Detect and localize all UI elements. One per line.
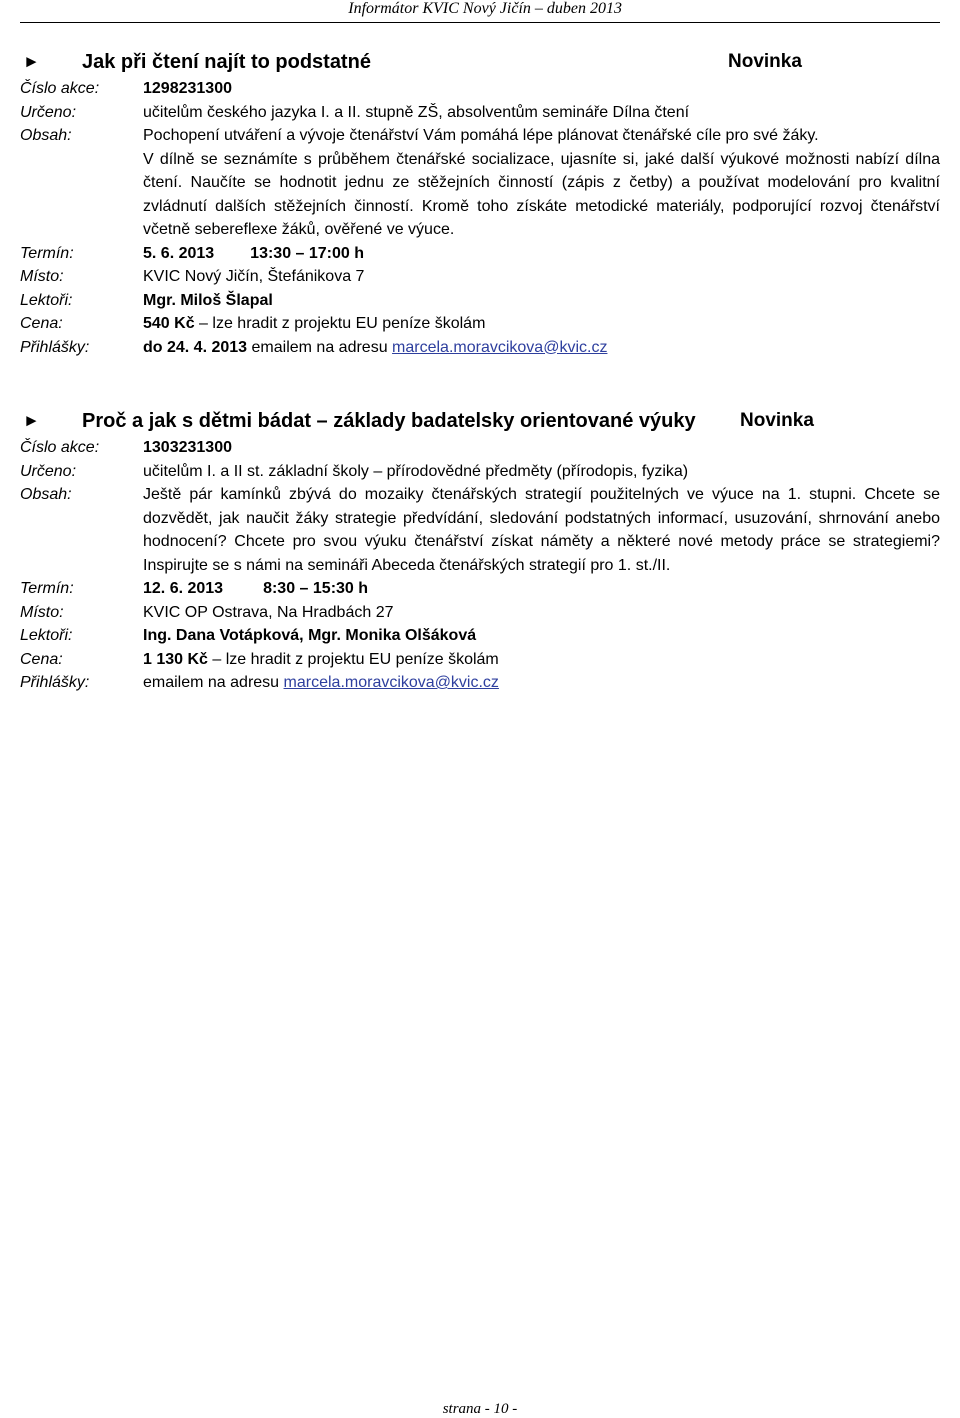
page-header	[20, 0, 940, 23]
row-cislo-akce	[20, 436, 940, 460]
row-lektori	[20, 289, 940, 313]
row-urceno	[20, 101, 940, 125]
value-misto: KVIC OP Ostrava, Na Hradbách 27	[143, 603, 394, 621]
course-title-row	[20, 406, 940, 436]
label-urceno: Určeno:	[20, 462, 77, 480]
value-termin	[143, 242, 940, 266]
value-urceno: učitelům I. a II st. základní školy – přírodovědné předměty (přírodopis, fyzika)	[143, 462, 689, 480]
row-misto	[20, 265, 940, 289]
row-prihlasky	[20, 671, 940, 695]
value-cena	[143, 648, 940, 672]
arrow-bullet-icon: ►	[23, 52, 40, 71]
row-termin	[20, 242, 940, 266]
value-lektori: Ing. Dana Votápková, Mgr. Monika Olšáková	[143, 627, 477, 644]
value-cena	[143, 312, 940, 336]
label-cena: Cena:	[20, 315, 63, 332]
value-cislo-akce: 1298231300	[143, 80, 232, 97]
label-cena: Cena:	[20, 650, 63, 668]
row-obsah	[20, 483, 940, 577]
page-footer	[0, 1400, 960, 1418]
course-title-row	[20, 47, 940, 77]
course-title: Jak při čtení najít to podstatné	[82, 51, 371, 73]
cena-note: – lze hradit z projektu EU peníze školám	[199, 315, 486, 332]
label-termin: Termín:	[20, 244, 74, 262]
course-2	[20, 406, 940, 695]
value-obsah-line-1: Pochopení utváření a vývoje čtenářství Vám pomáhá lépe plánovat čtenářské cíle pro své žáky.	[143, 127, 819, 144]
label-cislo-akce: Číslo akce:	[20, 439, 100, 456]
novinka-badge: Novinka	[740, 410, 814, 431]
value-prihlasky	[143, 671, 940, 695]
label-misto: Místo:	[20, 603, 64, 621]
row-misto	[20, 601, 940, 625]
email-link[interactable]: marcela.moravcikova@kvic.cz	[392, 338, 608, 356]
value-obsah-paragraph: V dílně se seznámíte s průběhem čtenářské socializace, ujasníte si, jaké další výukové možnosti nabízí dílna čtení. Naučíte se hodnotit jednu ze stěžejních činností (zápis z četby) a používat modelování pro kvalitní zvládnutí dalších stěžejních činností. Kromě toho získáte metodické materiály, podporující rozvoj čtenářství včetně sebereflexe žáků, ověřené ve výuce.	[143, 150, 940, 238]
arrow-bullet-icon: ►	[23, 411, 40, 430]
label-lektori: Lektoři:	[20, 291, 73, 309]
label-prihlasky: Přihlášky:	[20, 674, 90, 691]
row-cislo-akce	[20, 77, 940, 101]
row-cena	[20, 312, 940, 336]
value-cislo-akce: 1303231300	[143, 439, 232, 456]
label-cislo-akce: Číslo akce:	[20, 80, 100, 97]
termin-date: 12. 6. 2013	[143, 580, 224, 597]
course-title: Proč a jak s dětmi bádat – základy badatelsky orientované výuky	[82, 410, 696, 432]
label-obsah: Obsah:	[20, 127, 72, 144]
label-misto: Místo:	[20, 268, 64, 285]
label-lektori: Lektoři:	[20, 627, 73, 644]
course-1	[20, 47, 940, 359]
row-lektori	[20, 624, 940, 648]
cena-price: 540 Kč	[143, 315, 195, 332]
cena-price: 1 130 Kč	[143, 650, 208, 668]
prihlasky-text: emailem na adresu	[251, 338, 388, 356]
header-text: Informátor KVIC Nový Jičín – duben 2013	[348, 0, 622, 17]
termin-date: 5. 6. 2013	[143, 244, 215, 262]
label-urceno: Určeno:	[20, 103, 77, 121]
row-obsah	[20, 124, 940, 242]
label-termin: Termín:	[20, 580, 74, 597]
label-prihlasky: Přihlášky:	[20, 338, 90, 356]
value-prihlasky	[143, 336, 940, 360]
cena-note: – lze hradit z projektu EU peníze školám	[212, 650, 499, 668]
row-cena	[20, 648, 940, 672]
value-termin	[143, 577, 940, 601]
prihlasky-deadline: do 24. 4. 2013	[143, 338, 248, 356]
termin-time: 13:30 – 17:00 h	[250, 244, 365, 262]
page-number: strana - 10 -	[442, 1401, 518, 1417]
row-urceno	[20, 460, 940, 484]
row-prihlasky	[20, 336, 940, 360]
value-misto: KVIC Nový Jičín, Štefánikova 7	[143, 268, 365, 285]
row-termin	[20, 577, 940, 601]
novinka-badge: Novinka	[728, 51, 802, 72]
value-lektori: Mgr. Miloš Šlapal	[143, 291, 273, 309]
prihlasky-text: emailem na adresu	[143, 674, 280, 691]
label-obsah: Obsah:	[20, 486, 72, 503]
value-urceno: učitelům českého jazyka I. a II. stupně ZŠ, absolventům semináře Dílna čtení	[143, 103, 690, 121]
termin-time: 8:30 – 15:30 h	[263, 580, 369, 597]
value-obsah-paragraph: Ještě pár kamínků zbývá do mozaiky čtenářských strategií použitelných ve výuce na 1. stupni. Chcete se dozvědět, jak naučit žáky strategie předvídání, sledování podstatných informací, usuzování, shrnování anebo hodnocení? Chcete pro svou výuku čtenářství získat náměty a některé nové metody práce se strategiemi? Inspirujte se s námi na semináři Abeceda čtenářských strategií pro 1. st./II.	[143, 486, 940, 574]
email-link[interactable]: marcela.moravcikova@kvic.cz	[283, 674, 499, 691]
